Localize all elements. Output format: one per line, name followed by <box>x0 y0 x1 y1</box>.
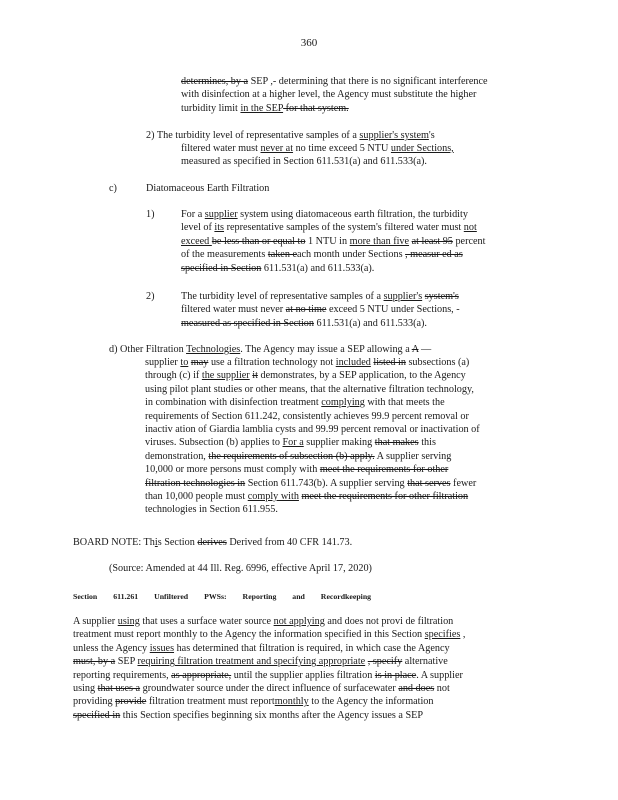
c2-number: 2) <box>146 291 155 302</box>
page-number: 360 <box>300 37 318 49</box>
list-item-2-body: filtered water must never at no time exceed 5 NTU under Sections, measured as specified in Section 611.531(a) and 611.533(a). <box>181 143 454 168</box>
subsection-d-first-line: d) Other Filtration Technologies. The Agency may issue a SEP allowing a A — <box>109 344 432 355</box>
struck-text: for that system. <box>283 102 349 114</box>
subsection-d-body: supplier to may use a filtration technology not included listed in subsections (a) through (c) if the supplier it demonstrates, by a SEP application, to the Agency using pilot plant studies or other means, that the alternative filtration technology, in combination with disinfection treatment complying with that meets the requirements of Section 611.242, consistently achieves 99.9 percent removal or inactiv ation of Giardia lamblia cysts and 99.99 percent removal or inactivation of viruses. Subsection (b) applies to For a supplier making that makes this demonstration, the requirements of subsection (b) apply. A supplier serving 10,000 or more persons must comply with meet the requirements for other filtration technologies in Section 611.743(b). A supplier serving that serves fewer than 10,000 people must comply with meet the requirements for other filtration technologies in Section 611.955. <box>145 357 480 516</box>
c2-body: The turbidity level of representative samples of a supplier's system's filtered water must never at no time exceed 5 NTU under Sections, - measured as specified in Section 611.531(a) and 611.533(a). <box>181 291 460 329</box>
board-note: BOARD NOTE: This Section derives Derived from 40 CFR 141.73. <box>73 537 353 548</box>
source-note: (Source: Amended at 44 Ill. Reg. 6996, effective April 17, 2020) <box>109 563 372 574</box>
c1-body: For a supplier system using diatomaceous earth filtration, the turbidity level of its representative samples of the system's filtered water must not exceed be less than or equal to 1 NTU in more than five at least 95 percent of the measurements taken each month under Sections , measur ed as specified in Section 611.531(a) and 611.533(a). <box>181 209 486 274</box>
struck-text: determines, by a <box>181 76 249 87</box>
subsection-c-title: Diatomaceous Earth Filtration <box>146 183 270 194</box>
section-heading: Section 611.261 Unfiltered PWSs: Reporting and Recordkeeping <box>73 592 372 601</box>
list-item-2: 2) The turbidity level of representative samples of a supplier's system's <box>146 130 435 141</box>
section-paragraph: A supplier using that uses a surface water source not applying and does not provi de filtration treatment must report monthly to the Agency the information specified in this Section specifies , unless the Agency issues has determined that filtration is required, in which case the Agency must, by a SEP requiring filtration treatment and specifying appropriate , specify alternative reporting requirements, as appropriate, until the supplier applies filtration is in place. A supplier using that uses a groundwater source under the direct influence of surfacewater and does not providing provide filtration treatment must reportmonthly to the Agency the information specified in this Section specifies beginning six months after the Agency issues a SEP <box>73 616 466 721</box>
paragraph-b1: determines, by a SEP ,- determining that there is no significant interference with disinfection at a higher level, the Agency must substitute the higher turbidity limit in the SEP for that system. <box>181 76 488 114</box>
c1-number: 1) <box>146 209 155 220</box>
inserted-text: in the SEP <box>240 102 284 114</box>
subsection-c-number: c) <box>109 183 117 194</box>
